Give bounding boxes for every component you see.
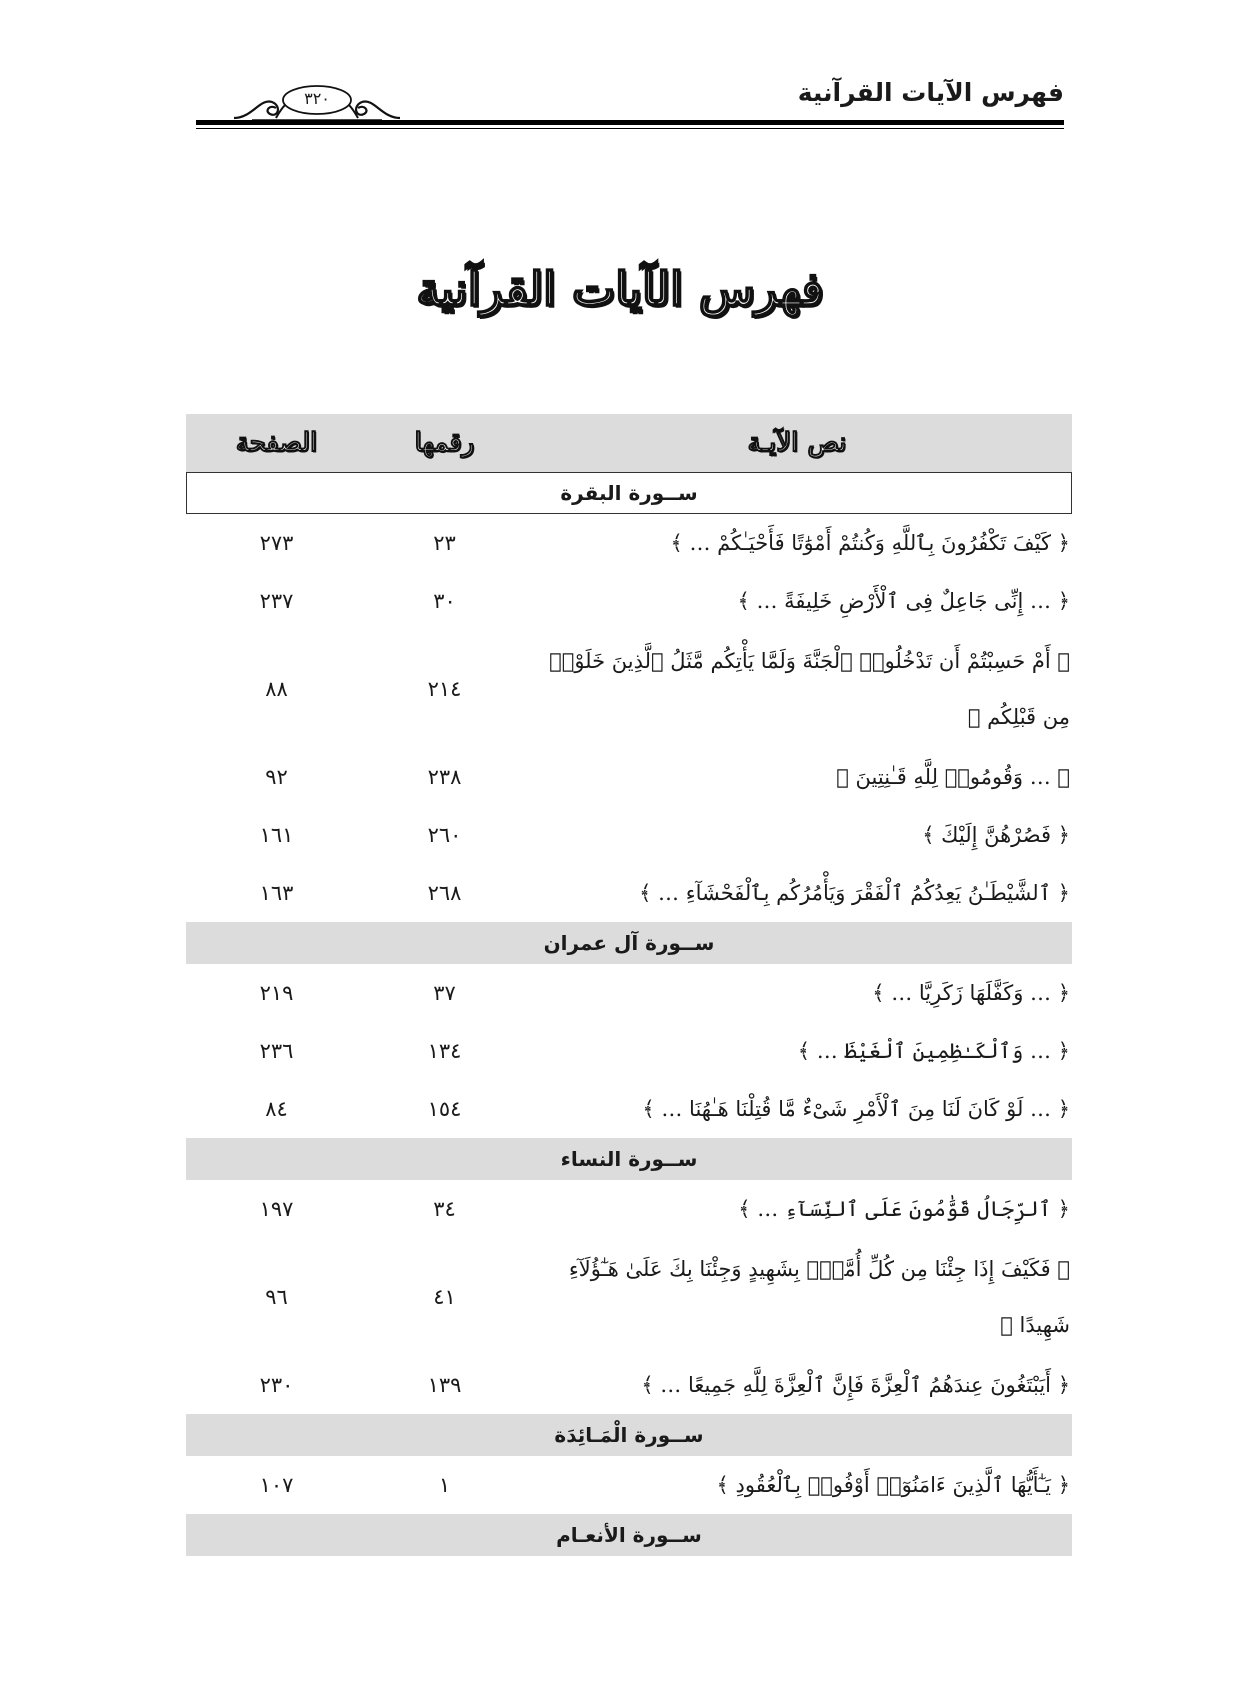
table-row (186, 864, 1072, 922)
table-row (186, 514, 1072, 572)
verse-text: ﴿ … وَٱلْكَـٰظِمِينَ ٱلْغَيْظَ … ﴾ (797, 1039, 1070, 1063)
running-title: فهرس الآيات القرآنية (797, 78, 1064, 107)
table-row (186, 1022, 1072, 1080)
page-ref: ٩٦ (265, 1285, 288, 1309)
running-header (196, 70, 1064, 130)
page-ref: ٨٤ (265, 1097, 288, 1121)
verse-number: ٤١ (433, 1285, 456, 1309)
verse-text: ﴿ … إِنِّى جَاعِلٌ فِى ٱلْأَرْضِ خَلِيفَةً … ﴾ (737, 589, 1070, 613)
page-ref: ٨٨ (265, 677, 288, 701)
verse-number: ٢٦٨ (427, 881, 462, 905)
table-row (186, 806, 1072, 864)
verses-index-table (186, 414, 1072, 1556)
page-ref: ٩٢ (265, 765, 288, 789)
page-ref: ٢٣٠ (259, 1373, 294, 1397)
verse-number: ٢٣ (433, 531, 456, 555)
surah-heading: ســورة الْمَـائِدَة (186, 1414, 1072, 1456)
header-rule (196, 120, 1064, 125)
table-row (186, 572, 1072, 630)
table-row (186, 1080, 1072, 1138)
page-ref: ١٦١ (259, 823, 294, 847)
surah-heading: ســورة البقرة (186, 472, 1072, 514)
verse-number: ٣٤ (433, 1197, 456, 1221)
verse-text: ﴿ ٱلرِّجَالُ قَوَّٰمُونَ عَلَى ٱلنِّسَآءِ … ﴾ (738, 1197, 1070, 1221)
header-rule-thin (196, 128, 1064, 129)
page-ref: ٢١٩ (259, 981, 294, 1005)
verse-number: ١٣٩ (427, 1373, 462, 1397)
verse-number: ٣٠ (433, 589, 456, 613)
table-row (186, 1356, 1072, 1414)
page-ref: ٢٣٧ (259, 589, 294, 613)
verse-text: ﴿ فَكَيْفَ إِذَا جِئْنَا مِن كُلِّ أُمَّةٍۭ بِشَهِيدٍ وَجِئْنَا بِكَ عَلَىٰ هَـٰٓؤُلَآءِ شَهِيدًا ﴾ (568, 1257, 1070, 1337)
surah-heading: ســورة الأنعـام (186, 1514, 1072, 1556)
verse-text: ﴿ كَيْفَ تَكْفُرُونَ بِٱللَّهِ وَكُنتُمْ أَمْوَٰتًا فَأَحْيَـٰكُمْ … ﴾ (670, 531, 1070, 555)
table-row (186, 1456, 1072, 1514)
verse-text: ﴿ فَصُرْهُنَّ إِلَيْكَ ﴾ (922, 823, 1070, 847)
column-header-page: الصفحة (235, 428, 318, 458)
page-ref: ١٦٣ (259, 881, 294, 905)
column-header-verse-text: نص الآيـة (747, 428, 847, 458)
page-ref: ٢٣٦ (259, 1039, 294, 1063)
verse-text: ﴿ … وَكَفَّلَهَا زَكَرِيَّا … ﴾ (872, 981, 1070, 1005)
page-ref: ٢٧٣ (259, 531, 294, 555)
table-row (186, 630, 1072, 748)
table-header (186, 414, 1072, 472)
verse-number: ٢١٤ (427, 677, 462, 701)
verse-text: ﴿ يَـٰٓأَيُّهَا ٱلَّذِينَ ءَامَنُوٓا۟ أَوْفُوا۟ بِٱلْعُقُودِ ﴾ (716, 1473, 1070, 1497)
verse-text: ﴿ … وَقُومُوا۟ لِلَّهِ قَـٰنِتِينَ ﴾ (836, 765, 1070, 789)
verse-text: ﴿ … لَوْ كَانَ لَنَا مِنَ ٱلْأَمْرِ شَىْءٌ مَّا قُتِلْنَا هَـٰهُنَا … ﴾ (642, 1097, 1070, 1121)
verse-number: ١ (438, 1473, 451, 1497)
page-number: ٣٢٠ (304, 89, 330, 108)
page-ref: ١٠٧ (259, 1473, 294, 1497)
table-row (186, 964, 1072, 1022)
page-ref: ١٩٧ (259, 1197, 294, 1221)
verse-number: ٢٣٨ (427, 765, 462, 789)
verse-number: ١٥٤ (427, 1097, 462, 1121)
verse-text: ﴿ أَمْ حَسِبْتُمْ أَن تَدْخُلُوا۟ ٱلْجَنَّةَ وَلَمَّا يَأْتِكُم مَّثَلُ ٱلَّذِينَ خَلَوْا۟ مِن قَبْلِكُم ﴾ (549, 649, 1070, 729)
column-header-verse-number: رقمها (414, 428, 475, 458)
surah-heading: ســورة النساء (186, 1138, 1072, 1180)
table-row (186, 1180, 1072, 1238)
table-row (186, 748, 1072, 806)
surah-heading: ســورة آل عمران (186, 922, 1072, 964)
verse-number: ١٣٤ (427, 1039, 462, 1063)
verse-number: ٢٦٠ (427, 823, 462, 847)
table-row (186, 1238, 1072, 1356)
verse-text: ﴿ أَيَبْتَغُونَ عِندَهُمُ ٱلْعِزَّةَ فَإِنَّ ٱلْعِزَّةَ لِلَّهِ جَمِيعًا … ﴾ (641, 1373, 1070, 1397)
page-title: فهرس الآيات القرآنية (416, 262, 824, 316)
verse-text: ﴿ ٱلشَّيْطَـٰنُ يَعِدُكُمُ ٱلْفَقْرَ وَيَأْمُرُكُم بِٱلْفَحْشَآءِ … ﴾ (639, 881, 1070, 905)
verse-number: ٣٧ (433, 981, 456, 1005)
